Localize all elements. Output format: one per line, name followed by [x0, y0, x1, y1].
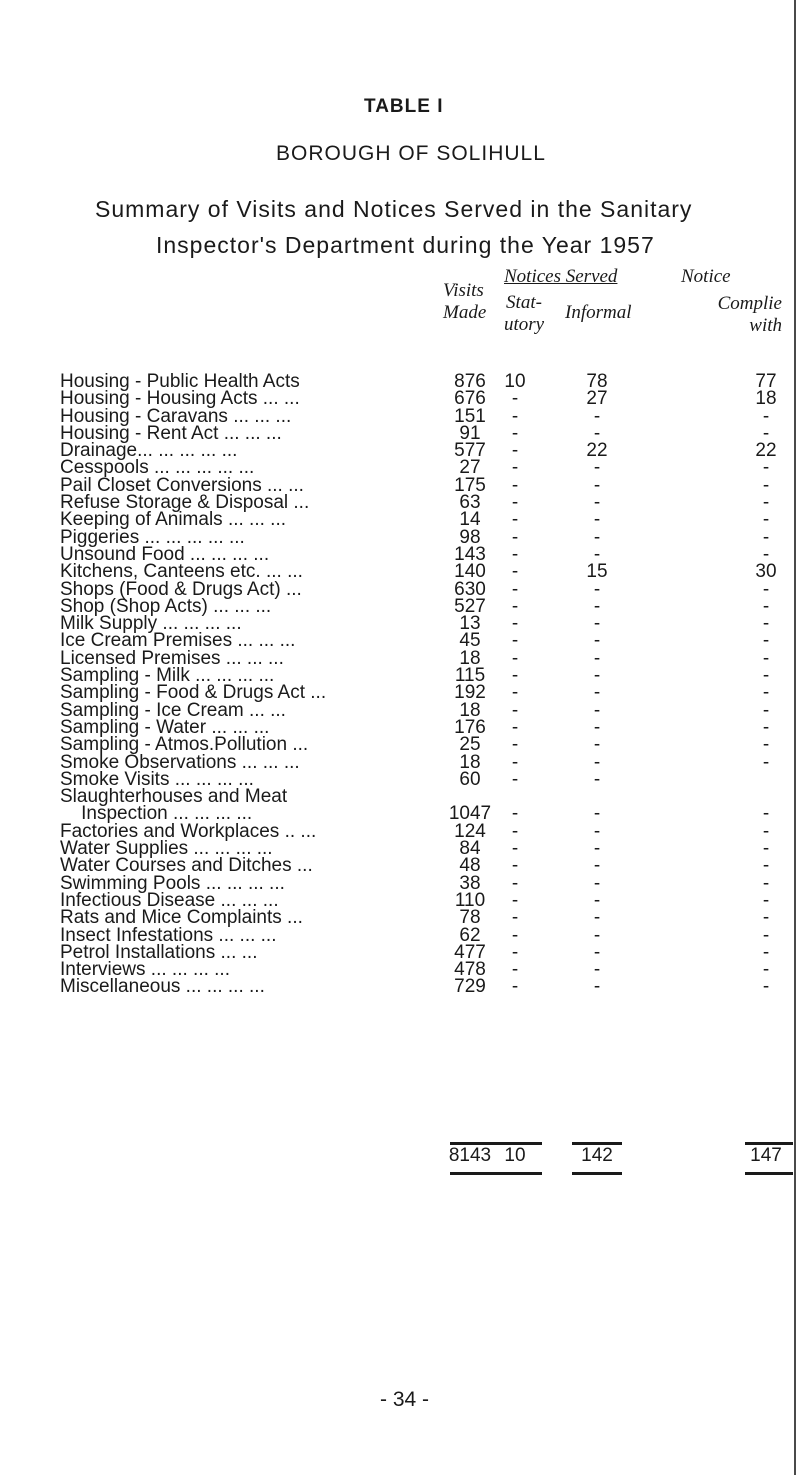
complied-cell: -	[762, 820, 770, 842]
header-complied-text: Complie with	[717, 293, 782, 336]
row-label: Slaughterhouses and Meat Inspection ... ... ... ...	[60, 786, 288, 825]
informal-cell: -	[593, 509, 601, 531]
statutory-cell: -	[511, 924, 519, 946]
visits-cell: 115	[454, 665, 486, 687]
complied-cell: -	[762, 716, 770, 738]
summary-table	[0, 373, 800, 996]
complied-cell: -	[762, 976, 770, 998]
statutory-cell: -	[511, 422, 519, 444]
informal-cell: -	[593, 682, 601, 704]
table-row	[0, 976, 800, 998]
visits-cell: 45	[459, 630, 481, 652]
page-number: - 34 -	[380, 1388, 430, 1411]
row-label: Kitchens, Canteens etc. ... ...	[60, 561, 303, 583]
statutory-cell: -	[511, 716, 519, 738]
statutory-cell: -	[511, 630, 519, 652]
visits-cell: 527	[454, 595, 486, 617]
informal-cell: -	[593, 976, 601, 998]
complied-cell: -	[762, 699, 770, 721]
row-label: Sampling - Ice Cream ... ...	[60, 699, 286, 721]
row-label: Water Supplies ... ... ... ...	[60, 838, 273, 860]
visits-cell: 62	[459, 924, 481, 946]
statutory-cell: -	[511, 457, 519, 479]
statutory-cell: -	[511, 976, 519, 998]
statutory-cell: -	[511, 855, 519, 877]
statutory-cell: -	[511, 959, 519, 981]
statutory-cell: -	[511, 941, 519, 963]
row-label: Housing - Rent Act ... ... ...	[60, 422, 282, 444]
visits-cell: 18	[459, 699, 481, 721]
row-label: Shop (Shop Acts) ... ... ...	[60, 595, 272, 617]
total-underline-complied	[745, 1172, 793, 1175]
informal-cell: -	[593, 716, 601, 738]
statutory-cell: -	[511, 907, 519, 929]
complied-cell: -	[762, 855, 770, 877]
complied-cell: -	[762, 959, 770, 981]
statutory-cell: -	[511, 889, 519, 911]
complied-cell: -	[762, 872, 770, 894]
informal-cell: -	[593, 457, 601, 479]
visits-cell: 676	[454, 388, 486, 410]
header-statutory	[502, 292, 546, 336]
complied-cell: -	[762, 405, 770, 427]
complied-cell: -	[762, 924, 770, 946]
informal-cell: -	[593, 474, 601, 496]
row-label: Sampling - Water ... ... ...	[60, 716, 270, 738]
row-label: Milk Supply ... ... ... ...	[60, 613, 242, 635]
visits-cell: 140	[454, 561, 486, 583]
statutory-cell: -	[511, 803, 519, 825]
informal-cell: -	[593, 855, 601, 877]
complied-cell: -	[762, 457, 770, 479]
visits-cell: 630	[454, 578, 486, 600]
informal-cell: -	[593, 734, 601, 756]
visits-cell: 577	[454, 440, 486, 462]
visits-cell: 48	[459, 855, 481, 877]
informal-cell: -	[593, 405, 601, 427]
row-label: Ice Cream Premises ... ... ...	[60, 630, 296, 652]
visits-cell: 192	[454, 682, 486, 704]
statutory-cell: -	[511, 509, 519, 531]
complied-cell: -	[762, 751, 770, 773]
row-label: Shops (Food & Drugs Act) ...	[60, 578, 302, 600]
complied-cell: -	[762, 474, 770, 496]
row-label: Water Courses and Ditches ...	[60, 855, 313, 877]
row-label: Rats and Mice Complaints ...	[60, 907, 303, 929]
informal-cell: -	[593, 768, 601, 790]
visits-cell: 84	[459, 838, 481, 860]
header-visits-line: Visits Made	[443, 280, 487, 323]
informal-cell: -	[593, 820, 601, 842]
row-label: Infectious Disease ... ... ...	[60, 889, 279, 911]
visits-cell: 25	[459, 734, 481, 756]
complied-cell: -	[762, 543, 770, 565]
visits-cell: 38	[459, 872, 481, 894]
complied-cell: -	[762, 907, 770, 929]
informal-cell: 78	[586, 371, 608, 392]
complied-cell: -	[762, 422, 770, 444]
header-visits-made	[443, 280, 491, 324]
row-label: Interviews ... ... ... ...	[60, 959, 230, 981]
statutory-cell: -	[511, 595, 519, 617]
complied-cell: 18	[755, 388, 777, 410]
table-row	[0, 788, 800, 823]
statutory-cell: -	[511, 838, 519, 860]
statutory-cell: -	[511, 751, 519, 773]
row-label: Factories and Workplaces .. ...	[60, 820, 317, 842]
visits-cell: 91	[459, 422, 481, 444]
informal-cell: -	[593, 803, 601, 825]
row-label: Petrol Installations ... ...	[60, 941, 258, 963]
complied-cell: -	[762, 665, 770, 687]
row-label: Piggeries ... ... ... ... ...	[60, 526, 245, 548]
complied-cell: -	[762, 595, 770, 617]
complied-cell: -	[762, 941, 770, 963]
informal-cell: -	[593, 907, 601, 929]
visits-cell: 18	[459, 647, 481, 669]
informal-cell: -	[593, 578, 601, 600]
totals-row	[0, 1147, 800, 1171]
statutory-cell: -	[511, 578, 519, 600]
row-label: Housing - Housing Acts ... ...	[60, 388, 300, 410]
informal-cell: 27	[586, 388, 608, 410]
row-label: Housing - Public Health Acts	[60, 371, 300, 392]
complied-cell: -	[762, 630, 770, 652]
total-statutory: 10	[504, 1145, 526, 1166]
total-complied: 147	[750, 1145, 782, 1166]
table-label: TABLE I	[364, 96, 444, 117]
informal-cell: -	[593, 630, 601, 652]
informal-cell: -	[593, 941, 601, 963]
visits-cell: 124	[454, 820, 486, 842]
statutory-cell: -	[511, 561, 519, 583]
complied-cell: 22	[755, 440, 777, 462]
complied-cell: -	[762, 734, 770, 756]
visits-cell: 151	[454, 405, 486, 427]
visits-cell: 18	[459, 751, 481, 773]
visits-cell: 27	[459, 457, 481, 479]
complied-cell: 30	[755, 561, 777, 583]
visits-cell: 13	[459, 613, 481, 635]
statutory-cell: -	[511, 388, 519, 410]
statutory-cell: -	[511, 543, 519, 565]
visits-cell: 478	[454, 959, 486, 981]
informal-cell: -	[593, 647, 601, 669]
visits-cell: 729	[454, 976, 486, 998]
visits-cell: 60	[459, 768, 481, 790]
informal-cell: -	[593, 543, 601, 565]
complied-cell: -	[762, 682, 770, 704]
statutory-cell: -	[511, 768, 519, 790]
visits-cell: 98	[459, 526, 481, 548]
complied-cell: -	[762, 526, 770, 548]
header-notice: Notice	[681, 266, 731, 287]
informal-cell: -	[593, 872, 601, 894]
informal-cell: -	[593, 613, 601, 635]
table-row	[0, 388, 800, 410]
visits-cell: 78	[459, 907, 481, 929]
row-label: Drainage... ... ... ... ...	[60, 440, 238, 462]
complied-cell: 77	[755, 371, 777, 392]
complied-cell: -	[762, 578, 770, 600]
visits-cell: 175	[454, 474, 486, 496]
statutory-cell: -	[511, 492, 519, 514]
statutory-cell: -	[511, 682, 519, 704]
row-label: Smoke Visits ... ... ... ...	[60, 768, 254, 790]
informal-cell: -	[593, 751, 601, 773]
row-label: Insect Infestations ... ... ...	[60, 924, 277, 946]
informal-cell: -	[593, 924, 601, 946]
row-label: Miscellaneous ... ... ... ...	[60, 976, 265, 998]
header-notices-served: Notices Served	[504, 266, 618, 287]
table-row	[0, 907, 800, 929]
statutory-cell: -	[511, 820, 519, 842]
visits-cell: 176	[454, 716, 486, 738]
complied-cell: -	[762, 803, 770, 825]
complied-cell: -	[762, 613, 770, 635]
total-visits: 8143	[448, 1145, 492, 1166]
row-label: Sampling - Food & Drugs Act ...	[60, 682, 327, 704]
table-row	[0, 734, 800, 756]
summary-line-1: Summary of Visits and Notices Served in the Sanitary	[95, 196, 693, 222]
complied-cell: -	[762, 647, 770, 669]
informal-cell: -	[593, 889, 601, 911]
complied-cell: -	[762, 492, 770, 514]
informal-cell: -	[593, 492, 601, 514]
row-label: Swimming Pools ... ... ... ...	[60, 872, 285, 894]
row-label: Housing - Caravans ... ... ...	[60, 405, 292, 427]
total-underline-statutory	[494, 1172, 542, 1175]
informal-cell: -	[593, 665, 601, 687]
visits-cell: 477	[454, 941, 486, 963]
header-complied-with	[670, 293, 782, 337]
row-label: Unsound Food ... ... ... ...	[60, 543, 270, 565]
statutory-cell: -	[511, 405, 519, 427]
row-label: Sampling - Atmos.Pollution ...	[60, 734, 309, 756]
statutory-cell: -	[511, 440, 519, 462]
row-label: Pail Closet Conversions ... ...	[60, 474, 304, 496]
informal-cell: 15	[586, 561, 608, 583]
statutory-cell: 10	[504, 371, 526, 392]
informal-cell: -	[593, 422, 601, 444]
statutory-cell: -	[511, 872, 519, 894]
statutory-cell: -	[511, 665, 519, 687]
total-informal: 142	[581, 1145, 613, 1166]
visits-cell: 876	[454, 371, 486, 392]
borough-heading: BOROUGH OF SOLIHULL	[276, 142, 546, 165]
informal-cell: -	[593, 959, 601, 981]
informal-cell: -	[593, 526, 601, 548]
visits-cell: 63	[459, 492, 481, 514]
informal-cell: 22	[586, 440, 608, 462]
total-underline-visits	[450, 1172, 498, 1175]
statutory-cell: -	[511, 647, 519, 669]
row-label: Keeping of Animals ... ... ...	[60, 509, 287, 531]
informal-cell: -	[593, 838, 601, 860]
table-row	[0, 561, 800, 583]
total-underline-informal	[572, 1172, 622, 1175]
row-label: Refuse Storage & Disposal ...	[60, 492, 310, 514]
statutory-cell: -	[511, 699, 519, 721]
row-label: Licensed Premises ... ... ...	[60, 647, 284, 669]
complied-cell: -	[762, 889, 770, 911]
summary-line-2: Inspector's Department during the Year 1957	[156, 232, 655, 258]
complied-cell: -	[762, 509, 770, 531]
statutory-cell: -	[511, 526, 519, 548]
visits-cell: 143	[454, 543, 486, 565]
row-label: Sampling - Milk ... ... ... ...	[60, 665, 275, 687]
statutory-cell: -	[511, 734, 519, 756]
visits-cell: 1047	[448, 803, 492, 825]
table-row	[0, 855, 800, 877]
informal-cell: -	[593, 595, 601, 617]
visits-cell: 110	[454, 889, 486, 911]
header-statutory-text: Stat- utory	[503, 292, 545, 335]
row-label: Cesspools ... ... ... ... ...	[60, 457, 255, 479]
informal-cell: -	[593, 699, 601, 721]
statutory-cell: -	[511, 474, 519, 496]
visits-cell: 14	[459, 509, 481, 531]
row-label: Smoke Observations ... ... ...	[60, 751, 300, 773]
statutory-cell: -	[511, 613, 519, 635]
complied-cell: -	[762, 838, 770, 860]
header-informal: Informal	[565, 302, 632, 323]
